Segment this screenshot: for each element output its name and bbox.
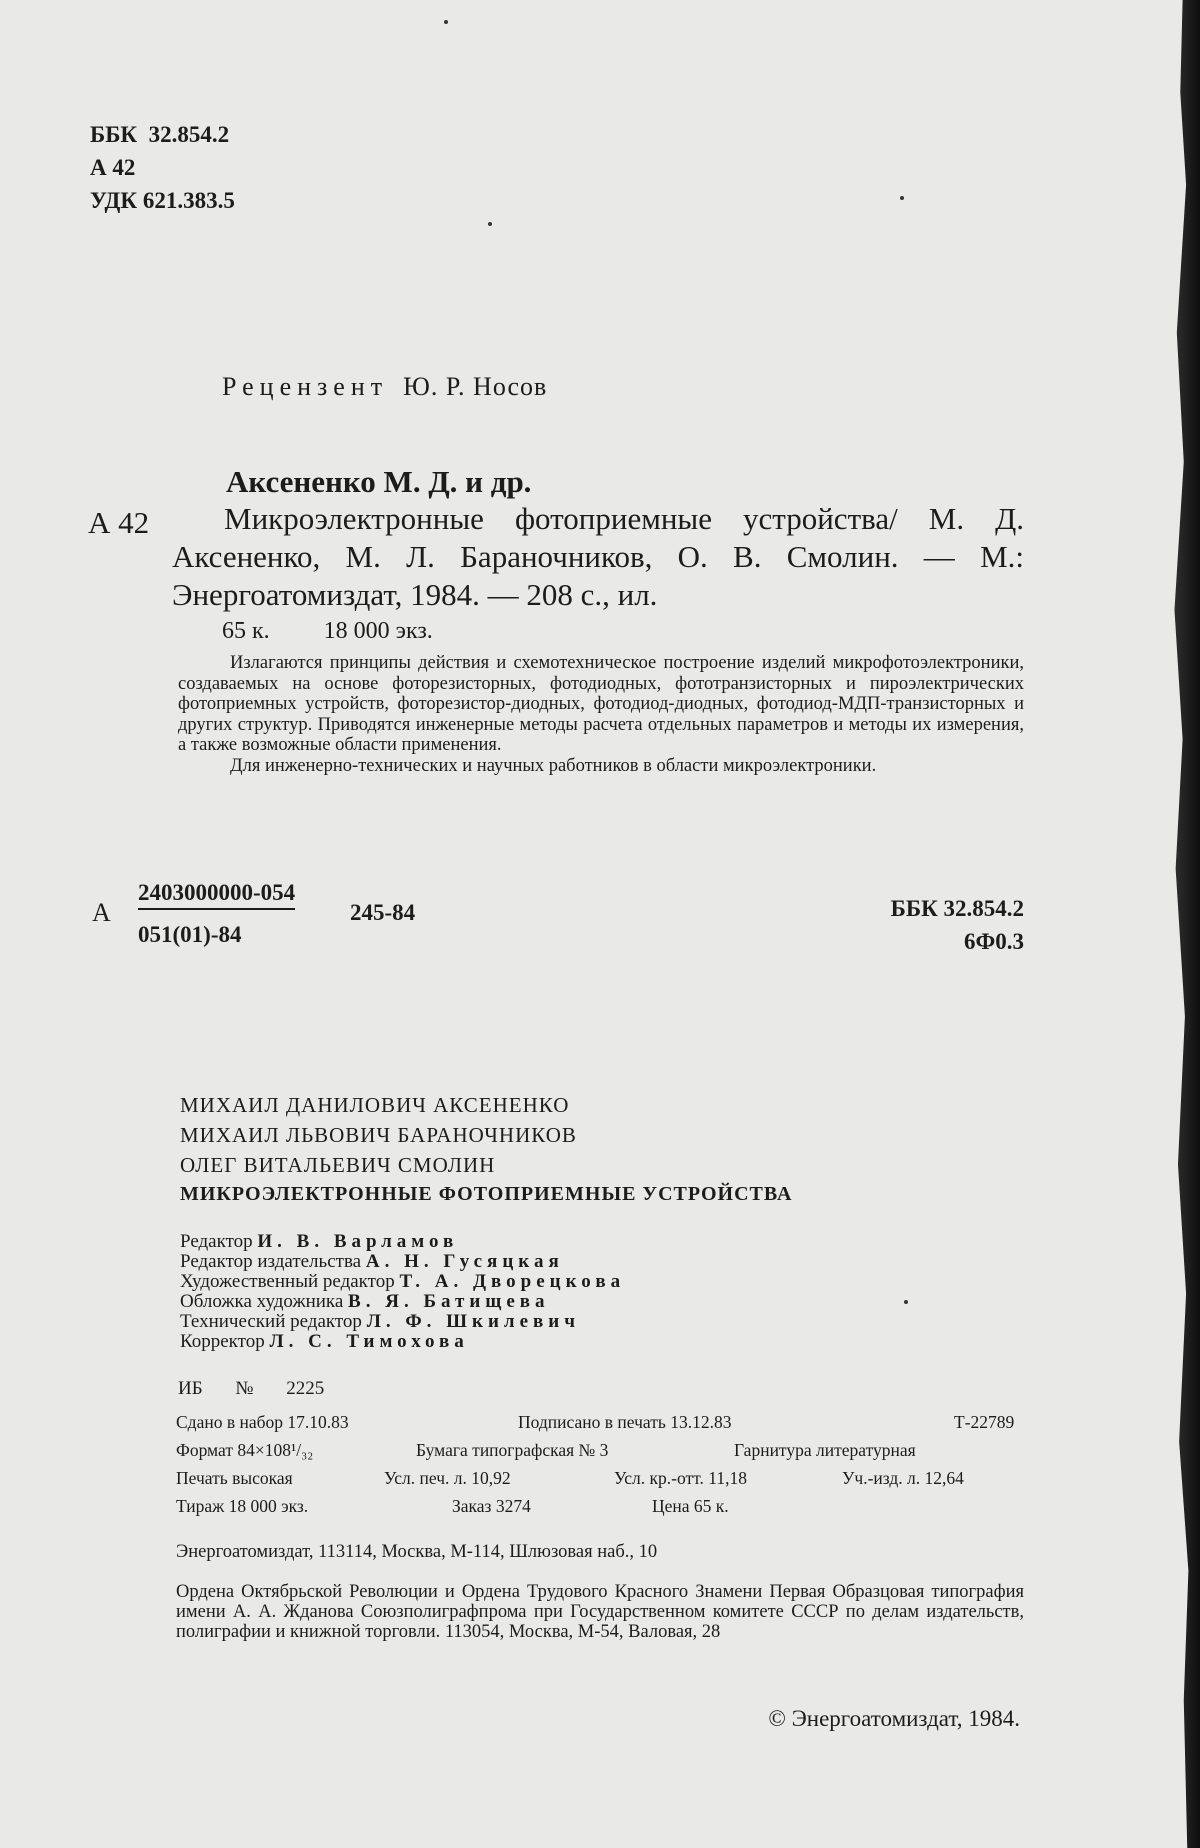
imprint-cell: Формат 84×108¹/₃₂: [176, 1440, 314, 1460]
imprint-cell: Бумага типографская № 3: [416, 1440, 609, 1460]
staff-list: [180, 1232, 625, 1352]
staff-row: [180, 1332, 625, 1352]
imprint-cell: Усл. кр.-отт. 11,18: [614, 1468, 747, 1488]
staff-role: Редактор издательства: [180, 1251, 362, 1272]
index-suffix: 245-84: [350, 900, 416, 925]
copies: 18 000 экз.: [323, 618, 433, 644]
staff-name: В. Я. Батищева: [348, 1291, 550, 1312]
catalog-author-heading: Аксененко М. Д. и др.: [226, 464, 532, 499]
imprint-cell: Печать высокая: [176, 1468, 293, 1488]
print-speck: [904, 1300, 908, 1304]
imprint-cell: Тираж 18 000 экз.: [176, 1496, 309, 1516]
bbk-row: [90, 118, 235, 151]
reviewer-name: Ю. Р. Носов: [403, 372, 548, 401]
torn-page-edge: [1142, 0, 1200, 1848]
staff-role: Технический редактор: [180, 1311, 362, 1332]
staff-name: И. В. Варламов: [257, 1231, 459, 1252]
ib-sign: №: [235, 1378, 254, 1399]
staff-row: [180, 1252, 625, 1272]
index-letter: А: [92, 898, 111, 927]
bbk-label: ББК: [90, 122, 138, 147]
staff-role: Обложка художника: [180, 1291, 344, 1312]
catalog-index: А 42: [88, 505, 150, 540]
abstract-text: Излагаются принципы действия и схемотехническое построение изделий микрофотоэлектроники, создаваемых на основе фоторезисторных, фотодиодных, фототранзисторных и пироэлектрических фотоприемных устройств, фоторезистор-диодных, фотодиод-диодных, фотодиод-МДП-транзисторных и других структур. Приводятся инженерные методы расчета отдельных параметров и методы их измерения, а также возможные области применения.: [178, 653, 1024, 755]
author-mark: А 42: [90, 155, 136, 180]
staff-role: Художественный редактор: [180, 1271, 395, 1292]
staff-role: Корректор: [180, 1331, 265, 1352]
staff-name: Л. С. Тимохова: [269, 1331, 469, 1352]
printer-info: Ордена Октябрьской Революции и Ордена Трудового Красного Знамени Первая Образцовая типография имени А. А. Жданова Союзполиграфпрома при Государственном комитете СССР по делам издательств, полиграфии и книжной торговли. 113054, Москва, М-54, Валовая, 28: [176, 1582, 1024, 1642]
staff-row: [180, 1272, 625, 1292]
book-title: МИКРОЭЛЕКТРОННЫЕ ФОТОПРИЕМНЫЕ УСТРОЙСТВА: [180, 1183, 793, 1205]
index-bbk: ББК 32.854.2: [890, 896, 1024, 921]
staff-row: [180, 1292, 625, 1312]
staff-name: Л. Ф. Шкилевич: [366, 1311, 580, 1332]
audience-text: Для инженерно-технических и научных работников в области микроэлектроники.: [230, 755, 877, 776]
index-bbk-block: [891, 892, 1024, 958]
price: 65 к.: [222, 618, 270, 644]
udk-value: 621.383.5: [142, 188, 235, 213]
author-name: МИХАИЛ ДАНИЛОВИЧ АКСЕНЕНКО: [180, 1093, 570, 1117]
udk-row: [90, 184, 235, 217]
staff-name: А. Н. Гусяцкая: [365, 1251, 564, 1272]
staff-name: Т. А. Дворецкова: [399, 1271, 626, 1292]
ib-label: ИБ: [178, 1378, 203, 1399]
imprint-cell: Т-22789: [954, 1412, 1015, 1432]
author-name: МИХАИЛ ЛЬВОВИЧ БАРАНОЧНИКОВ: [180, 1123, 577, 1147]
catalog-abstract: [178, 653, 1024, 776]
copyright-notice: © Энергоатомиздат, 1984.: [768, 1706, 1020, 1731]
reviewer-label: Рецензент: [222, 372, 389, 401]
imprint-cell: Усл. печ. л. 10,92: [384, 1468, 511, 1488]
imprint-cell: Уч.-изд. л. 12,64: [842, 1468, 964, 1488]
print-speck: [444, 20, 448, 24]
catalog-price-copies: [222, 618, 481, 645]
imprint-cell: Подписано в печать 13.12.83: [518, 1412, 732, 1432]
imprint-cell: Гарнитура литературная: [734, 1440, 916, 1460]
publisher-address: Энергоатомиздат, 113114, Москва, М-114, Шлюзовая наб., 10: [176, 1542, 658, 1562]
bbk-value: 32.854.2: [148, 122, 230, 147]
ib-number: [178, 1378, 352, 1400]
imprint-cell: Сдано в набор 17.10.83: [176, 1412, 349, 1432]
udk-label: УДК: [90, 188, 138, 213]
author-names: [180, 1090, 577, 1180]
imprint-cell: Цена 65 к.: [652, 1496, 729, 1516]
author-name: ОЛЕГ ВИТАЛЬЕВИЧ СМОЛИН: [180, 1153, 496, 1177]
staff-row: [180, 1312, 625, 1332]
print-speck: [488, 222, 492, 226]
index-denominator: 051(01)-84: [138, 922, 242, 947]
print-speck: [900, 196, 904, 200]
reviewer-line: [222, 372, 547, 402]
catalog-title-statement: Микроэлектронные фотоприемные устройства/ М. Д. Аксененко, М. Л. Бараночников, О. В. Смолин. — М.: Энергоатомиздат, 1984. — 208 с., ил.: [172, 501, 1024, 612]
staff-row: [180, 1232, 625, 1252]
staff-role: Редактор: [180, 1231, 253, 1252]
imprint-cell: Заказ 3274: [452, 1496, 531, 1516]
index-numerator: 2403000000-054: [138, 880, 295, 910]
classification-codes: [90, 118, 235, 217]
index-subject: 6Ф0.3: [963, 929, 1024, 954]
ib-value: 2225: [286, 1378, 325, 1399]
